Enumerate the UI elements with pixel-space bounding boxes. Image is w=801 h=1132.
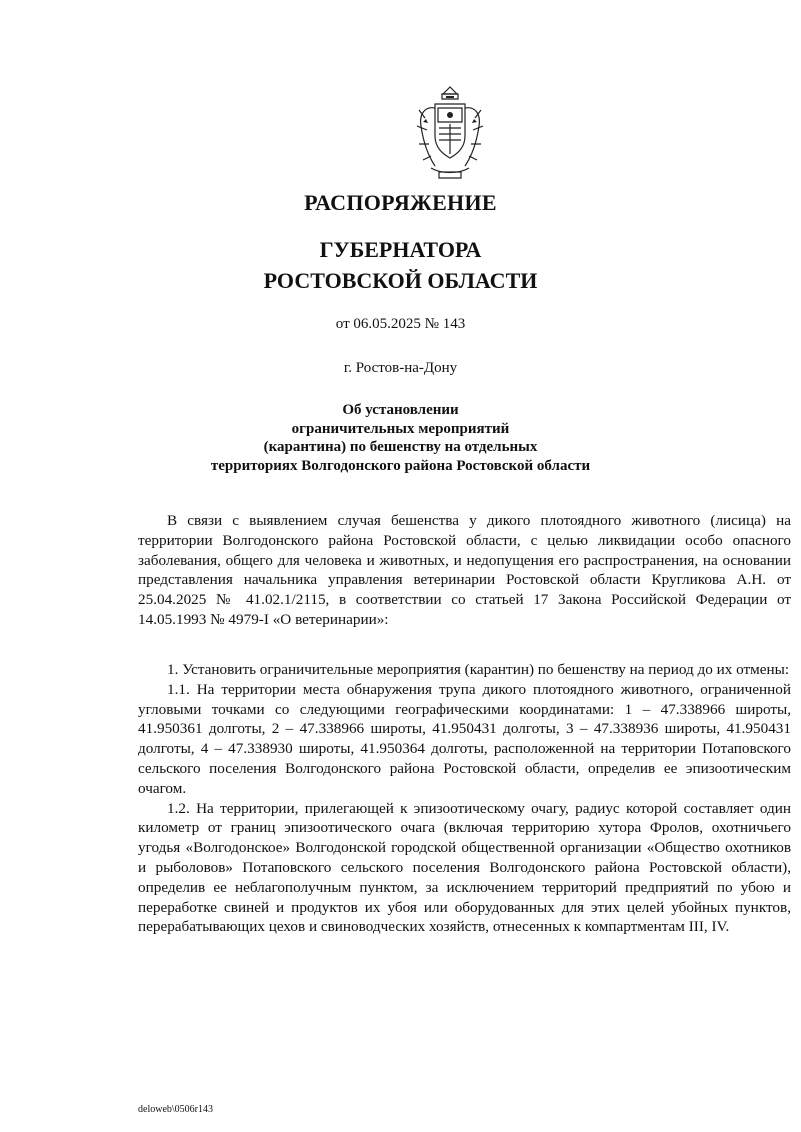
item-1-paragraph: 1. Установить ограничительные мероприятия (карантин) по бешенству на период до их отмены: xyxy=(167,661,790,678)
subject-line-3: (карантина) по бешенству на отдельных xyxy=(263,439,538,455)
document-subject xyxy=(0,401,801,475)
authority-line-1: ГУБЕРНАТОРА xyxy=(319,237,482,262)
document-title: РАСПОРЯЖЕНИЕ xyxy=(304,190,497,215)
document-reference: deloweb\0506r143 xyxy=(138,1104,213,1115)
subject-line-1: Об установлении xyxy=(342,402,459,418)
preamble-paragraph: В связи с выявлением случая бешенства у дикого плотоядного животного (лисица) на территории Волгодонского района Ростовской области, с целью ликвидации особо опасного заболевания, общего для человека и животных, и недопущения его распространения, на основании представления начальника управления ветеринарии Ростовской области Кругликова А.Н. от 25.04.2025 № 41.02.1/2115, в соответствии со статьей 17 Закона Российской Федерации от 14.05.1993 № 4979-I «О ветеринарии»: xyxy=(138,512,791,628)
subject-line-4: территориях Волгодонского района Ростовской области xyxy=(210,457,591,474)
coat-of-arms-icon xyxy=(413,84,487,180)
item-1-2-paragraph: 1.2. На территории, прилегающей к эпизоотическому очагу, радиус которой составляет один километр от границ эпизоотического очага (включая территорию хутора Фролов, охотничьего угодья «Волгодонское» Волгодонской городской общественной организации «Общество охотников и рыболовов» Потаповского сельского поселения Волгодонского района Ростовской области), определив ее неблагополучным пунктом, за исключением территорий предприятий по убою и переработке свиней и продуктов их убоя или оборудованных для этих целей убойных пунктов, перерабатывающих цехов и свиноводческих хозяйств, отнесенных к компартментам III, IV. xyxy=(138,799,791,936)
document-city: г. Ростов-на-Дону xyxy=(343,360,458,376)
items-block xyxy=(138,660,791,937)
item-1-1-paragraph: 1.1. На территории места обнаружения трупа дикого плотоядного животного, ограниченной угловыми точками со следующими географическими координатами: 1 – 47.338966 широты, 41.950361 долготы, 2 – 47.338966 широты, 41.950431 долготы, 3 – 47.338936 широты, 41.950431 долготы, 4 – 47.338930 широты, 41.950364 долготы, расположенной на территории Потаповского сельского поселения Волгодонского района Ростовской области, определив ее эпизоотическим очагом. xyxy=(138,680,791,797)
document-date-number: от 06.05.2025 № 143 xyxy=(335,316,466,332)
authority-line-2: РОСТОВСКОЙ ОБЛАСТИ xyxy=(263,268,538,293)
preamble-block xyxy=(138,511,791,630)
subject-line-2: ограничительных мероприятий xyxy=(291,420,510,437)
